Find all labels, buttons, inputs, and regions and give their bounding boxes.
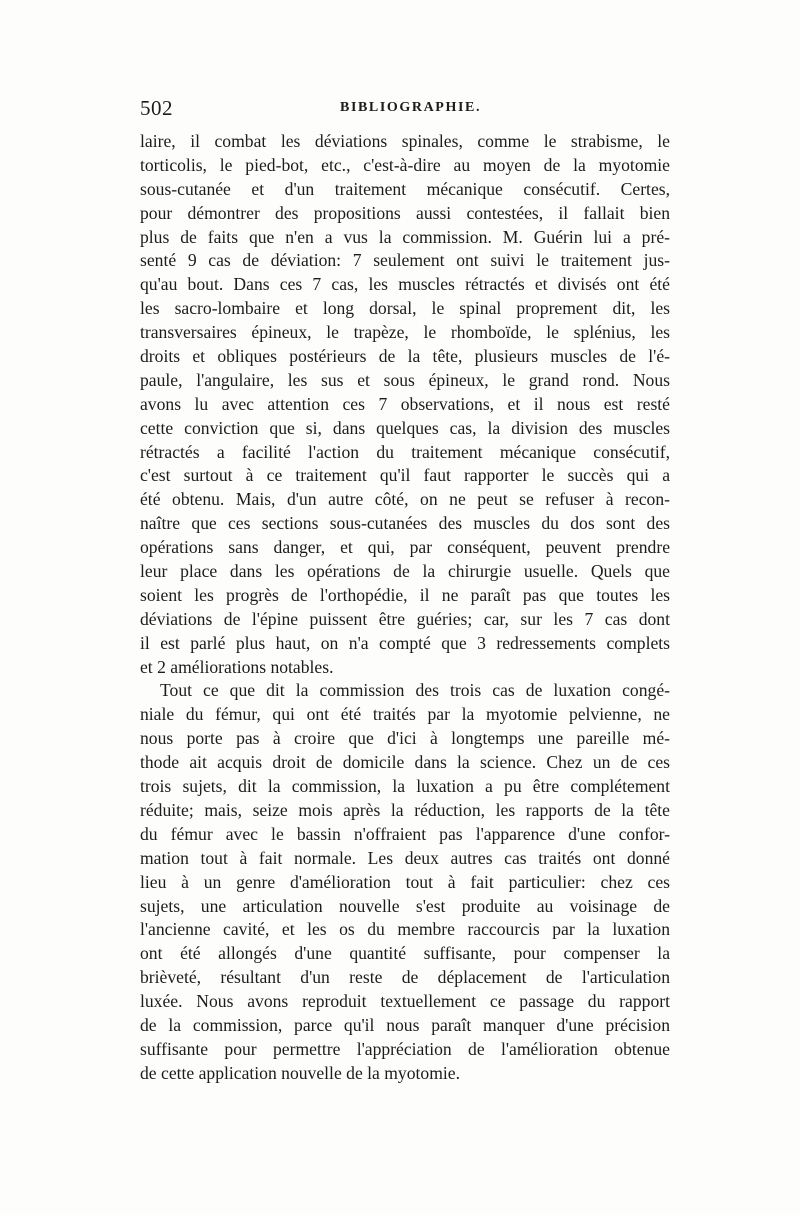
text-line: paule, l'angulaire, les sus et sous épineux, le grand rond. Nous xyxy=(140,369,670,390)
text-line: opérations sans danger, et qui, par conséquent, peuvent prendre xyxy=(140,537,670,558)
text-line: leur place dans les opérations de la chirurgie usuelle. Quels que xyxy=(140,561,670,582)
text-line: déviations de l'épine puissent être guéries; car, sur les 7 cas dont xyxy=(140,608,670,629)
text-line: senté 9 cas de déviation: 7 seulement ont suivi le traitement jus- xyxy=(140,250,670,271)
text-line: c'est surtout à ce traitement qu'il faut rapporter le succès qui a xyxy=(140,465,670,486)
text-line: transversaires épineux, le trapèze, le rhomboïde, le splénius, les xyxy=(140,322,670,343)
running-head xyxy=(140,96,670,126)
text-line: Tout ce que dit la commission des trois cas de luxation congé- xyxy=(160,680,670,701)
text-line: brièveté, résultant d'un reste de déplacement de l'articulation xyxy=(140,967,670,988)
text-line: avons lu avec attention ces 7 observations, et il nous est resté xyxy=(140,393,670,414)
text-line: ont été allongés d'une quantité suffisante, pour compenser la xyxy=(140,943,670,964)
text-line: rétractés a facilité l'action du traitement mécanique consécutif, xyxy=(140,441,670,462)
text-line: nous porte pas à croire que d'ici à longtemps une pareille mé- xyxy=(140,728,670,749)
text-line: mation tout à fait normale. Les deux autres cas traités ont donné xyxy=(140,847,670,868)
text-line: thode ait acquis droit de domicile dans la science. Chez un de ces xyxy=(140,752,670,773)
text-line: plus de faits que n'en a vus la commission. M. Guérin lui a pré- xyxy=(140,226,670,247)
text-line: soient les progrès de l'orthopédie, il ne paraît pas que toutes les xyxy=(140,584,670,605)
text-line: naître que ces sections sous-cutanées des muscles du dos sont des xyxy=(140,513,670,534)
text-line: niale du fémur, qui ont été traités par la myotomie pelvienne, ne xyxy=(140,704,670,725)
text-line: luxée. Nous avons reproduit textuellement ce passage du rapport xyxy=(140,991,670,1012)
text-line: de la commission, parce qu'il nous paraît manquer d'une précision xyxy=(140,1014,670,1035)
text-line: du fémur avec le bassin n'offraient pas l'apparence d'une confor- xyxy=(140,823,670,844)
text-line: réduite; mais, seize mois après la réduction, les rapports de la tête xyxy=(140,799,670,820)
body-text xyxy=(140,130,670,1086)
text-line: trois sujets, dit la commission, la luxation a pu être complétement xyxy=(140,776,670,797)
text-line: été obtenu. Mais, d'un autre côté, on ne peut se refuser à recon- xyxy=(140,489,670,510)
paragraph-2 xyxy=(140,679,670,1085)
text-line: cette conviction que si, dans quelques cas, la division des muscles xyxy=(140,417,670,438)
running-title: BIBLIOGRAPHIE. xyxy=(340,100,482,115)
text-line: les sacro-lombaire et long dorsal, le spinal proprement dit, les xyxy=(140,298,670,319)
page-number: 502 xyxy=(140,96,173,120)
text-line: et 2 améliorations notables. xyxy=(140,656,334,677)
text-line: lieu à un genre d'amélioration tout à fait particulier: chez ces xyxy=(140,871,670,892)
text-line: torticolis, le pied-bot, etc., c'est-à-dire au moyen de la myotomie xyxy=(140,154,670,175)
text-line: de cette application nouvelle de la myotomie. xyxy=(140,1062,460,1083)
text-line: sous-cutanée et d'un traitement mécanique consécutif. Certes, xyxy=(140,178,670,199)
text-line: suffisante pour permettre l'appréciation de l'amélioration obtenue xyxy=(140,1038,670,1059)
text-line: il est parlé plus haut, on n'a compté que 3 redressements complets xyxy=(140,632,670,653)
text-line: laire, il combat les déviations spinales, comme le strabisme, le xyxy=(140,131,670,151)
text-line: sujets, une articulation nouvelle s'est produite au voisinage de xyxy=(140,895,670,916)
text-line: qu'au bout. Dans ces 7 cas, les muscles rétractés et divisés ont été xyxy=(140,274,670,295)
text-line: droits et obliques postérieurs de la tête, plusieurs muscles de l'é- xyxy=(140,346,670,367)
text-line: l'ancienne cavité, et les os du membre raccourcis par la luxation xyxy=(140,919,670,940)
text-line: pour démontrer des propositions aussi contestées, il fallait bien xyxy=(140,202,670,223)
paragraph-1 xyxy=(140,130,670,679)
